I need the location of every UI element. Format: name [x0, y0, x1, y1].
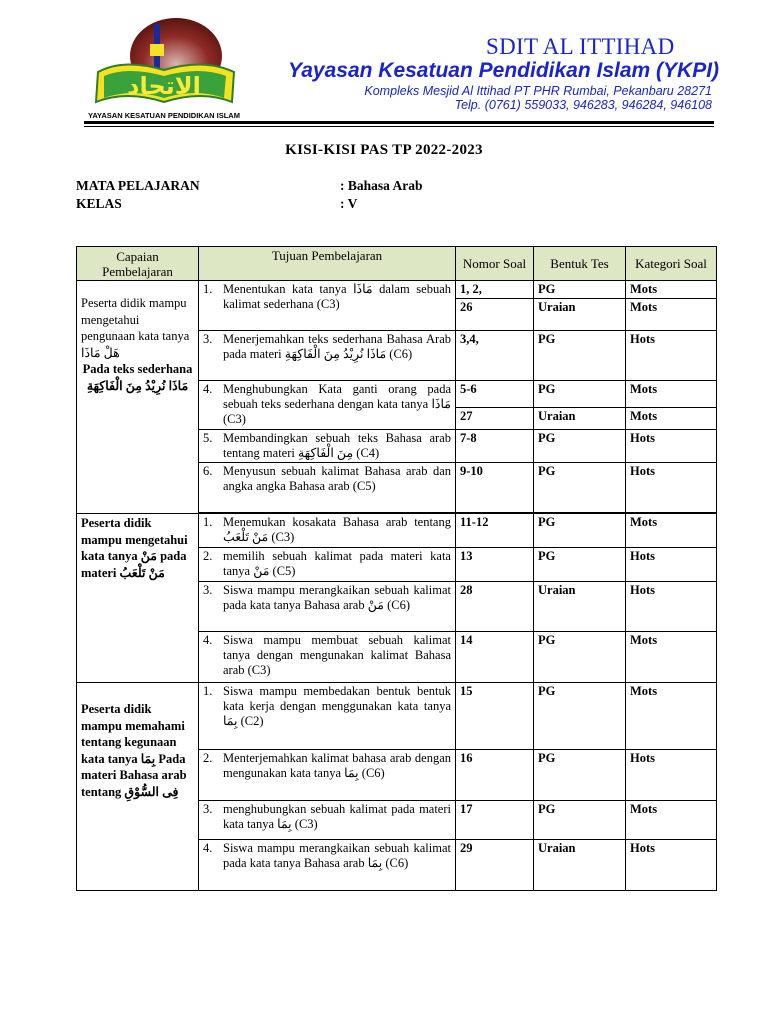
bentuk-tes: PG: [534, 381, 626, 408]
kisi-table: [76, 246, 717, 891]
tp-num: 4.: [203, 841, 213, 855]
tp-text: Siswa mampu membuat sebuah kalimat tanya dengan mengunakan kalimat Bahasa arab (C3): [223, 633, 451, 677]
tp-num: 1.: [203, 684, 213, 698]
subject-value: : Bahasa Arab: [340, 178, 423, 193]
kategori-soal: Hots: [626, 463, 717, 513]
kategori-soal: Mots: [626, 801, 717, 840]
bentuk-tes: Uraian: [534, 582, 626, 632]
tp-text: menghubungkan sebuah kalimat pada materi kata tanya بِمَا (C3): [223, 802, 451, 831]
nomor-soal: 13: [456, 548, 534, 582]
tp-text: Menerjemahkan teks sederhana Bahasa Arab pada materi مَاذَا نُرِيْدُ مِنَ الْفَاكِهَةِ (C6): [223, 332, 451, 361]
logo-caption: YAYASAN KESATUAN PENDIDIKAN ISLAM: [88, 111, 240, 120]
bentuk-tes: PG: [534, 281, 626, 299]
bentuk-tes: Uraian: [534, 408, 626, 430]
tp-cell: [199, 548, 456, 582]
tp-cell: [199, 331, 456, 381]
kategori-soal: Mots: [626, 299, 717, 331]
nomor-soal: 29: [456, 840, 534, 891]
bentuk-tes: PG: [534, 801, 626, 840]
bentuk-tes: PG: [534, 750, 626, 801]
school-name: SDIT AL ITTIHAD: [486, 34, 675, 59]
tp-num: 5.: [203, 431, 213, 445]
bentuk-tes: PG: [534, 430, 626, 463]
nomor-soal: 28: [456, 582, 534, 632]
tp-text: Menghubungkan Kata ganti orang pada sebuah teks sederhana dengan kata tanya مَاذَا (C3): [223, 382, 451, 426]
tp-num: 4.: [203, 633, 213, 647]
address: Kompleks Mesjid Al Ittihad PT PHR Rumbai, Pekanbaru 28271: [364, 84, 712, 98]
nomor-soal: 11-12: [456, 514, 534, 548]
kategori-soal: Hots: [626, 582, 717, 632]
kategori-soal: Mots: [626, 281, 717, 299]
kategori-soal: Hots: [626, 750, 717, 801]
kategori-soal: Hots: [626, 430, 717, 463]
tp-text: memilih sebuah kalimat pada materi kata tanya مَنْ (C5): [223, 549, 451, 578]
col-header-kategori: Kategori Soal: [626, 247, 717, 281]
col-header-no: Nomor Soal: [456, 247, 534, 281]
cp-text-bold: Pada teks sederhana مَاذَا نُرِيْدُ مِنَ الْفَاكِهَةِ: [82, 362, 193, 393]
tp-cell: [199, 514, 456, 548]
kategori-soal: Mots: [626, 408, 717, 430]
nomor-soal: 5-6: [456, 381, 534, 408]
subject-label: MATA PELAJARAN: [76, 178, 200, 193]
cp-text-bold: Peserta didik mampu mengetahui kata tanya مَنْ pada materi مَنْ تَلْعَبُ: [81, 516, 188, 580]
tp-num: 1.: [203, 515, 213, 529]
tp-num: 2.: [203, 751, 213, 765]
tp-text: Menyusun sebuah kalimat Bahasa arab dan angka angka Bahasa arab (C5): [223, 464, 451, 493]
cp-cell-1: [77, 281, 199, 514]
kategori-soal: Mots: [626, 514, 717, 548]
header-rule-thin: [84, 126, 714, 127]
tp-cell: [199, 632, 456, 683]
header-rule-thick: [84, 121, 714, 124]
tp-num: 6.: [203, 464, 213, 478]
tp-cell: [199, 463, 456, 513]
kategori-soal: Mots: [626, 683, 717, 750]
col-header-bentuk: Bentuk Tes: [534, 247, 626, 281]
tp-cell: [199, 801, 456, 840]
nomor-soal: 9-10: [456, 463, 534, 513]
tp-cell: [199, 281, 456, 331]
logo-arabic: الاتحاد: [127, 72, 201, 100]
kategori-soal: Hots: [626, 840, 717, 891]
tp-text: Menentukan kata tanya مَاذَا dalam sebuah kalimat sederhana (C3): [223, 282, 451, 311]
bentuk-tes: PG: [534, 683, 626, 750]
nomor-soal: 27: [456, 408, 534, 430]
bentuk-tes: Uraian: [534, 299, 626, 331]
nomor-soal: 26: [456, 299, 534, 331]
bentuk-tes: PG: [534, 331, 626, 381]
kategori-soal: Mots: [626, 381, 717, 408]
class-value: : V: [340, 196, 358, 211]
class-label: KELAS: [76, 196, 122, 211]
bentuk-tes: Uraian: [534, 840, 626, 891]
foundation-name: Yayasan Kesatuan Pendidikan Islam (YKPI): [288, 59, 720, 82]
tp-text: Siswa mampu merangkaikan sebuah kalimat pada kata tanya Bahasa arab مَنْ (C6): [223, 583, 451, 612]
bentuk-tes: PG: [534, 548, 626, 582]
nomor-soal: 14: [456, 632, 534, 683]
cp-text-bold: Peserta didik mampu memahami tentang kegunaan kata tanya بِمَا Pada materi Bahasa arab tentang فِى السُّوْقِ: [81, 702, 187, 799]
nomor-soal: 17: [456, 801, 534, 840]
tp-text: Menterjemahkan kalimat bahasa arab dengan mengunakan kata tanya بِمَا (C6): [223, 751, 451, 780]
kategori-soal: Hots: [626, 548, 717, 582]
cp-cell-2: [77, 514, 199, 683]
foundation-logo: [84, 14, 244, 124]
col-header-cp: Capaian Pembelajaran: [77, 247, 199, 281]
tp-cell: [199, 683, 456, 750]
tp-num: 1.: [203, 282, 213, 296]
bentuk-tes: PG: [534, 632, 626, 683]
tp-num: 2.: [203, 549, 213, 563]
tp-text: Siswa mampu membedakan bentuk bentuk kata kerja dengan menggunakan kata tanya بِمَا (C2): [223, 684, 451, 728]
bentuk-tes: PG: [534, 514, 626, 548]
kategori-soal: Mots: [626, 632, 717, 683]
tp-num: 3.: [203, 802, 213, 816]
nomor-soal: 1, 2,: [456, 281, 534, 299]
cp-cell-3: [77, 683, 199, 891]
tp-text: Siswa mampu merangkaikan sebuah kalimat pada kata tanya Bahasa arab بِمَا (C6): [223, 841, 451, 870]
cp-text: Peserta didik mampu mengetahui pengunaan kata tanya هَلْ مَاذَا: [81, 296, 190, 360]
bentuk-tes: PG: [534, 463, 626, 513]
nomor-soal: 16: [456, 750, 534, 801]
document-title: KISI-KISI PAS TP 2022-2023: [285, 142, 483, 158]
tp-num: 3.: [203, 583, 213, 597]
tp-cell: [199, 430, 456, 463]
tp-cell: [199, 582, 456, 632]
nomor-soal: 7-8: [456, 430, 534, 463]
phone: Telp. (0761) 559033, 946283, 946284, 946108: [454, 98, 712, 112]
tp-cell: [199, 840, 456, 891]
nomor-soal: 3,4,: [456, 331, 534, 381]
kategori-soal: Hots: [626, 331, 717, 381]
nomor-soal: 15: [456, 683, 534, 750]
tp-text: Membandingkan sebuah teks Bahasa arab tentang materi مِنَ الْفَاكِهَةِ (C4): [223, 431, 451, 460]
col-header-tp: Tujuan Pembelajaran: [199, 247, 456, 281]
tp-num: 4.: [203, 382, 213, 396]
tp-text: Menemukan kosakata Bahasa arab tentang مَنْ تَلْعَبُ (C3): [223, 515, 451, 544]
tp-num: 3.: [203, 332, 213, 346]
tp-cell: [199, 381, 456, 430]
tp-cell: [199, 750, 456, 801]
